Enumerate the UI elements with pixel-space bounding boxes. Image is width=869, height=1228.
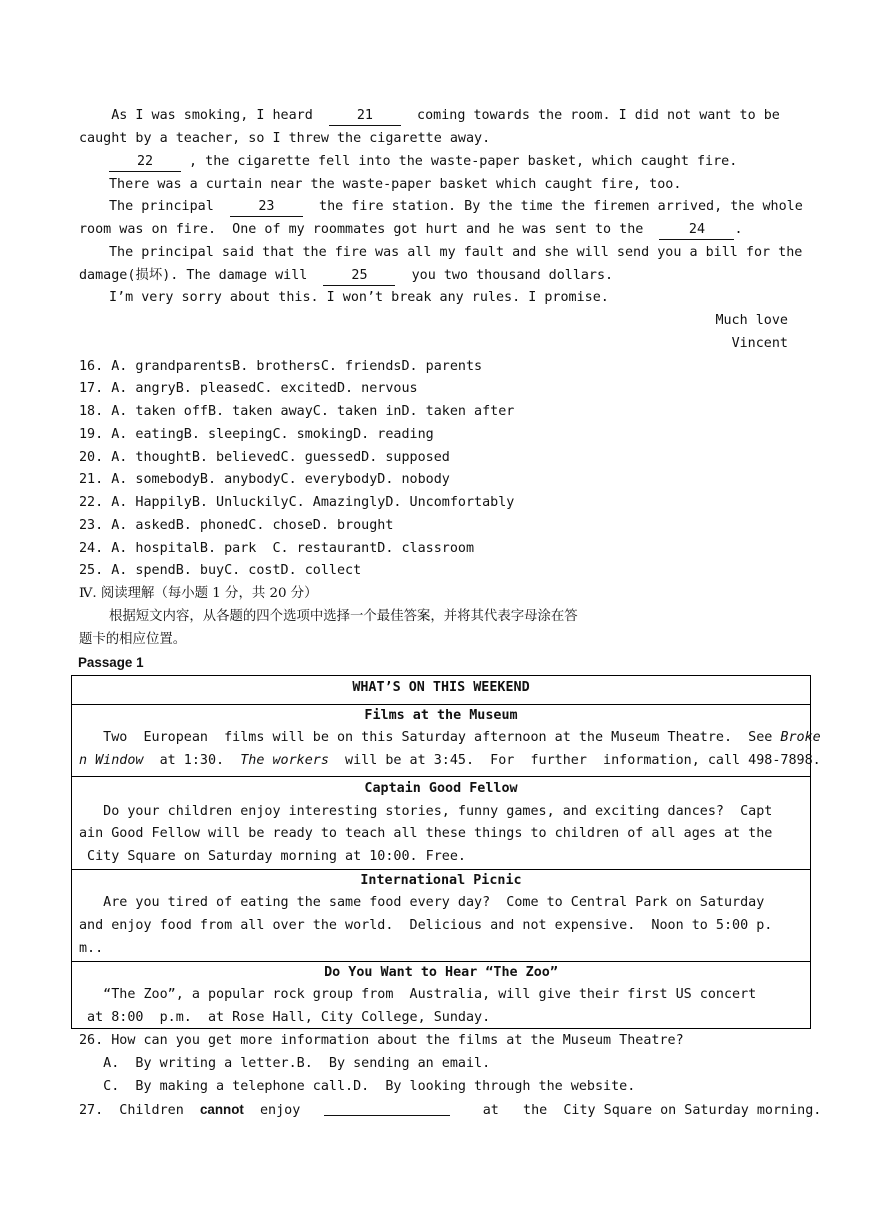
text: enjoy [243,1103,325,1118]
question-26-options-cd: C. By making a telephone call.D. By looking through the website. [79,1079,636,1094]
passage-line-4: There was a curtain near the waste-paper basket which caught fire, too. [109,177,682,192]
text: . [734,222,743,237]
passage-line-6 [79,221,743,240]
answer-blank-27[interactable] [324,1101,450,1116]
picnic-title: International Picnic [360,873,522,888]
option-line: 22. A. HappilyB. UnluckilyC. AmazinglyD. Uncomfortably [79,495,515,510]
passage-line-8 [79,267,613,286]
text: coming towards the room. I did not want to be [400,108,780,123]
option-line: 17. A. angryB. pleasedC. excitedD. nervous [79,381,418,396]
captain-line-1: Do your children enjoy interesting stories, funny games, and exciting dances? Capt [79,804,773,819]
section-heading: Ⅳ. 阅读理解（每小题 1 分，共 20 分） [79,586,318,601]
films-line-1 [79,729,821,747]
passage-line-1 [79,107,780,126]
signoff: Much love [715,313,788,328]
emphasis: cannot [199,1102,244,1117]
text: As I was smoking, I heard [79,108,329,123]
text: Two European films will be on this Saturday afternoon at the Museum Theatre. See [79,730,781,745]
blank-25: 25 [323,267,395,286]
text: , the cigarette fell into the waste-paper basket, which caught fire. [181,154,738,169]
passage-line-7: The principal said that the fire was all my fault and she will send you a bill for the [109,245,803,260]
blank-24: 24 [659,221,734,240]
divider [72,776,810,777]
text: 27. Children [79,1103,200,1118]
text: at the City Square on Saturday morning. [450,1103,822,1118]
zoo-line-1: “The Zoo”, a popular rock group from Australia, will give their first US concert [79,987,757,1002]
captain-line-2: ain Good Fellow will be ready to teach all these things to children of all ages at the [79,826,773,841]
picnic-line-1: Are you tired of eating the same food every day? Come to Central Park on Saturday [79,895,765,910]
passage-line-3 [109,153,737,172]
picnic-line-3: m.. [79,941,104,956]
instruction-line-2: 题卡的相应位置。 [79,632,187,647]
option-line: 25. A. spendB. buyC. costD. collect [79,563,362,578]
divider [72,704,810,705]
film-title: The workers [240,753,329,768]
film-title: n Window [79,753,144,768]
option-line: 19. A. eatingB. sleepingC. smokingD. reading [79,427,434,442]
option-line: 16. A. grandparentsB. brothersC. friendsD. parents [79,359,483,374]
passage-label: Passage 1 [78,655,144,670]
passage-line-2: caught by a teacher, so I threw the cigarette away. [79,131,491,146]
text: the fire station. By the time the firemen arrived, the whole [302,199,803,214]
passage-line-9: I’m very sorry about this. I won’t break any rules. I promise. [109,290,609,305]
text: you two thousand dollars. [395,268,614,283]
passage-line-5 [109,198,803,217]
option-line: 23. A. askedB. phonedC. choseD. brought [79,518,394,533]
option-line: 21. A. somebodyB. anybodyC. everybodyD. nobody [79,472,450,487]
captain-title: Captain Good Fellow [364,781,518,796]
option-line: 18. A. taken offB. taken awayC. taken inD. taken after [79,404,515,419]
question-27 [79,1101,821,1120]
question-26-options-ab: A. By writing a letter.B. By sending an email. [79,1056,491,1071]
question-26: 26. How can you get more information about the films at the Museum Theatre? [79,1033,684,1048]
divider [72,961,810,962]
text: at 1:30. [143,753,241,768]
films-title: Films at the Museum [364,708,518,723]
film-title: Broke [780,730,821,745]
instruction-line-1: 根据短文内容，从各题的四个选项中选择一个最佳答案，并将其代表字母涂在答 [109,609,578,624]
text: room was on fire. One of my roommates got hurt and he was sent to the [79,222,660,237]
text: damage(损坏). The damage will [79,268,324,283]
captain-line-3: City Square on Saturday morning at 10:00. Free. [79,849,466,864]
blank-23: 23 [230,198,303,217]
divider [72,869,810,870]
films-line-2 [79,752,821,770]
picnic-line-2: and enjoy food from all over the world. Delicious and not expensive. Noon to 5:00 p. [79,918,773,933]
text: will be at 3:45. For further information, call 498-7898. [328,753,821,768]
blank-21: 21 [329,107,401,126]
text: The principal [109,199,230,214]
blank-22: 22 [109,153,181,172]
zoo-line-2: at 8:00 p.m. at Rose Hall, City College, Sunday. [79,1010,491,1025]
option-line: 20. A. thoughtB. believedC. guessedD. supposed [79,450,450,465]
table-title: WHAT’S ON THIS WEEKEND [352,680,530,695]
events-table [71,675,821,1029]
signature: Vincent [731,336,788,351]
zoo-title: Do You Want to Hear “The Zoo” [324,965,558,980]
option-line: 24. A. hospitalB. park C. restaurantD. classroom [79,541,475,556]
